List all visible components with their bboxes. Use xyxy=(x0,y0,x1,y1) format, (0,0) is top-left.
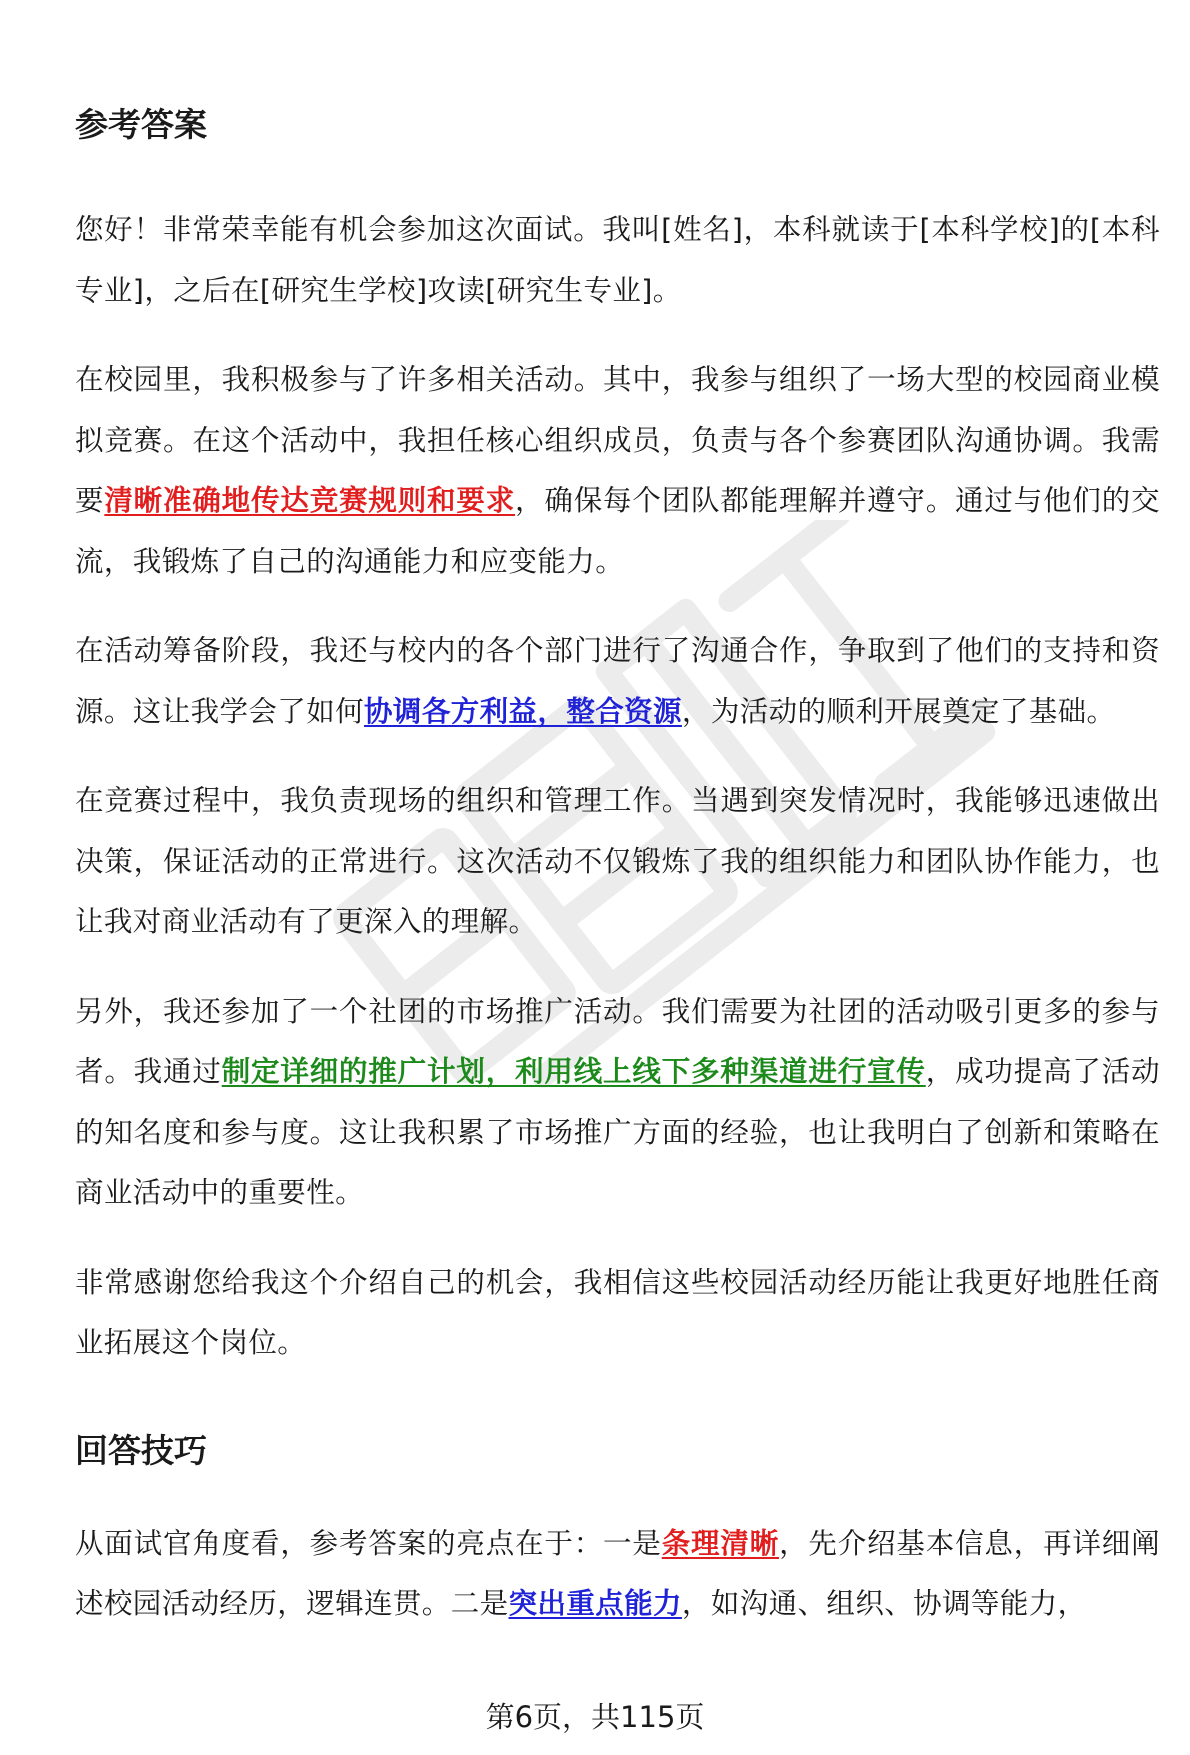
highlight-blue: 突出重点能力 xyxy=(508,1587,682,1620)
paragraph-text: ，先介绍基本信息，再详细阐述校园活动经历，逻辑连贯。二是 xyxy=(75,1526,1160,1620)
section-title-answer: 参考答案 xyxy=(75,105,207,144)
answer-paragraph-competition xyxy=(75,350,1160,592)
paragraph-text: 您好！非常荣幸能有机会参加这次面试。我叫[姓名]，本科就读于[本科学校]的[本科专业]，之后在[研究生学校]攻读[研究生专业]。 xyxy=(75,213,1160,307)
document-content xyxy=(75,100,1160,1635)
section-title-tips: 回答技巧 xyxy=(75,1430,207,1470)
answer-paragraph-promotion xyxy=(75,982,1160,1224)
paragraph-text: ，确保每个团队都能理解并遵守。通过与他们的交流，我锻炼了自己的沟通能力和应变能力。 xyxy=(75,484,1160,578)
highlight-green: 制定详细的推广计划，利用线上线下多种渠道进行宣传 xyxy=(221,1055,926,1088)
tips-paragraph xyxy=(75,1514,1160,1635)
paragraph-text: ，为活动的顺利开展奠定了基础。 xyxy=(681,694,1116,728)
answer-paragraph-management xyxy=(75,771,1160,953)
answer-paragraph-preparation xyxy=(75,621,1160,742)
page-number-footer: 第6页，共115页 xyxy=(485,1700,705,1734)
paragraph-text: 在竞赛过程中，我负责现场的组织和管理工作。当遇到突发情况时，我能够迅速做出决策，保证活动的正常进行。这次活动不仅锻炼了我的组织能力和团队协作能力，也让我对商业活动有了更深入的理解。 xyxy=(75,784,1160,938)
paragraph-text: 在校园里，我积极参与了许多相关活动。其中，我参与组织了一场大型的校园商业模拟竞赛。在这个活动中，我担任核心组织成员，负责与各个参赛团队沟通协调。我需要 xyxy=(75,363,1160,517)
highlight-red: 清晰准确地传达竞赛规则和要求 xyxy=(104,484,516,517)
paragraph-text: 非常感谢您给我这个介绍自己的机会，我相信这些校园活动经历能让我更好地胜任商业拓展这个岗位。 xyxy=(75,1265,1160,1359)
paragraph-text: 从面试官角度看，参考答案的亮点在于：一是 xyxy=(75,1526,662,1560)
paragraph-text: 在活动筹备阶段，我还与校内的各个部门进行了沟通合作，争取到了他们的支持和资源。这让我学会了如何 xyxy=(75,634,1160,728)
highlight-blue: 协调各方利益，整合资源 xyxy=(364,694,682,728)
highlight-red: 条理清晰 xyxy=(661,1526,780,1560)
answer-paragraph-intro xyxy=(75,200,1160,321)
answer-paragraph-closing xyxy=(75,1253,1160,1374)
paragraph-text: ，如沟通、组织、协调等能力， xyxy=(681,1587,1087,1620)
paragraph-text: ，成功提高了活动的知名度和参与度。这让我积累了市场推广方面的经验，也让我明白了创新和策略在商业活动中的重要性。 xyxy=(75,1055,1160,1209)
paragraph-text: 另外，我还参加了一个社团的市场推广活动。我们需要为社团的活动吸引更多的参与者。我通过 xyxy=(75,994,1160,1088)
